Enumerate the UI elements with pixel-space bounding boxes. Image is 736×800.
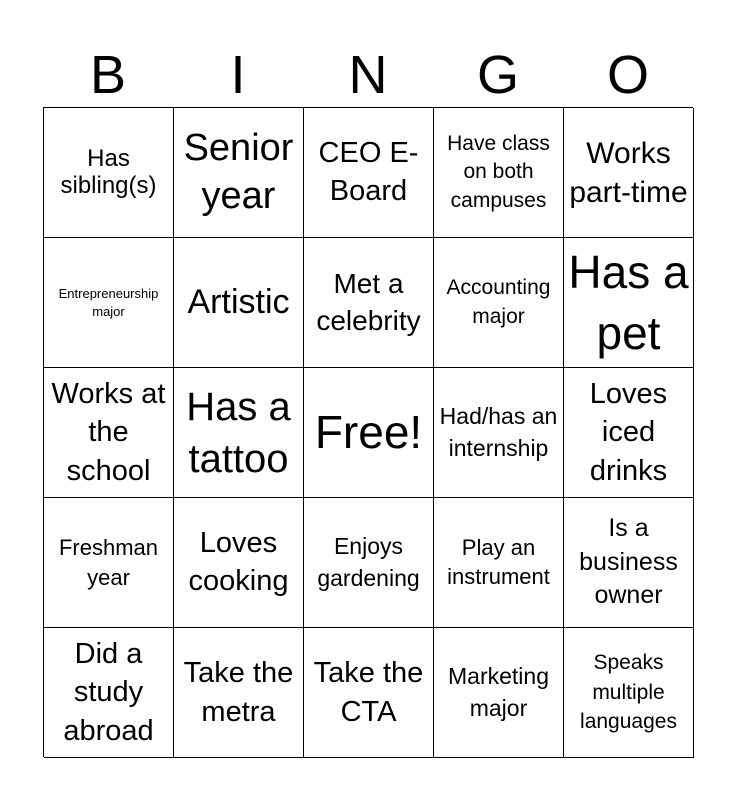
cell-text: Is a business owner bbox=[579, 513, 678, 610]
bingo-cell[interactable] bbox=[44, 238, 174, 368]
header-letter-g: G bbox=[476, 45, 519, 105]
bingo-cell[interactable] bbox=[304, 108, 434, 238]
bingo-cell[interactable] bbox=[564, 238, 694, 368]
bingo-cell[interactable] bbox=[564, 108, 694, 238]
cell-text: Has a tattoo bbox=[186, 384, 291, 481]
bingo-cell[interactable] bbox=[434, 238, 564, 368]
cell-text: Senior year bbox=[183, 127, 294, 217]
bingo-cell[interactable] bbox=[434, 628, 564, 758]
cell-text: Free! bbox=[314, 405, 423, 458]
bingo-cell[interactable] bbox=[564, 498, 694, 628]
bingo-cell[interactable] bbox=[174, 108, 304, 238]
bingo-cell[interactable] bbox=[434, 108, 564, 238]
bingo-cell[interactable] bbox=[174, 498, 304, 628]
bingo-cell[interactable] bbox=[304, 238, 434, 368]
bingo-cell[interactable] bbox=[174, 628, 304, 758]
cell-text: Did a study abroad bbox=[63, 638, 154, 747]
bingo-cell[interactable] bbox=[304, 498, 434, 628]
cell-text: CEO E-Board bbox=[318, 136, 419, 207]
header-letter-n: N bbox=[348, 45, 388, 105]
bingo-cell[interactable] bbox=[434, 368, 564, 498]
bingo-cell[interactable] bbox=[304, 368, 434, 498]
cell-text: Speaks multiple languages bbox=[580, 651, 677, 734]
cell-text: Have class on both campuses bbox=[447, 131, 550, 212]
cell-text: Works at the school bbox=[51, 378, 166, 487]
bingo-cell[interactable] bbox=[174, 368, 304, 498]
cell-text: Take the metra bbox=[183, 657, 294, 728]
cell-text: Entrepreneurship major bbox=[58, 285, 159, 319]
cell-text: Take the CTA bbox=[313, 657, 424, 728]
bingo-cell[interactable] bbox=[44, 368, 174, 498]
bingo-cell[interactable] bbox=[44, 498, 174, 628]
bingo-cell[interactable] bbox=[174, 238, 304, 368]
cell-text: Marketing major bbox=[448, 663, 549, 721]
header-letter-o: O bbox=[606, 45, 649, 105]
cell-text: Accounting major bbox=[446, 276, 551, 328]
bingo-cell[interactable] bbox=[304, 628, 434, 758]
header-letter-i: I bbox=[230, 45, 246, 105]
cell-text: Has a pet bbox=[568, 245, 689, 359]
cell-text: Play an instrument bbox=[447, 534, 550, 589]
header-letter-b: B bbox=[89, 45, 127, 105]
bingo-cell[interactable] bbox=[564, 628, 694, 758]
cell-text: Works part-time bbox=[569, 136, 688, 209]
bingo-cell[interactable] bbox=[434, 498, 564, 628]
bingo-cell[interactable] bbox=[44, 108, 174, 238]
bingo-cell[interactable] bbox=[44, 628, 174, 758]
cell-text: Loves cooking bbox=[188, 526, 289, 597]
cell-text: Had/has an internship bbox=[439, 403, 558, 461]
cell-text: Loves iced drinks bbox=[589, 378, 668, 487]
bingo-cell[interactable] bbox=[564, 368, 694, 498]
cell-text: Freshman year bbox=[58, 534, 159, 590]
bingo-header bbox=[43, 40, 693, 110]
cell-text: Enjoys gardening bbox=[317, 533, 420, 591]
cell-text: Met a celebrity bbox=[316, 268, 421, 336]
cell-text: Has sibling(s) bbox=[60, 144, 157, 199]
bingo-board bbox=[43, 107, 693, 757]
cell-text: Artistic bbox=[187, 283, 290, 322]
